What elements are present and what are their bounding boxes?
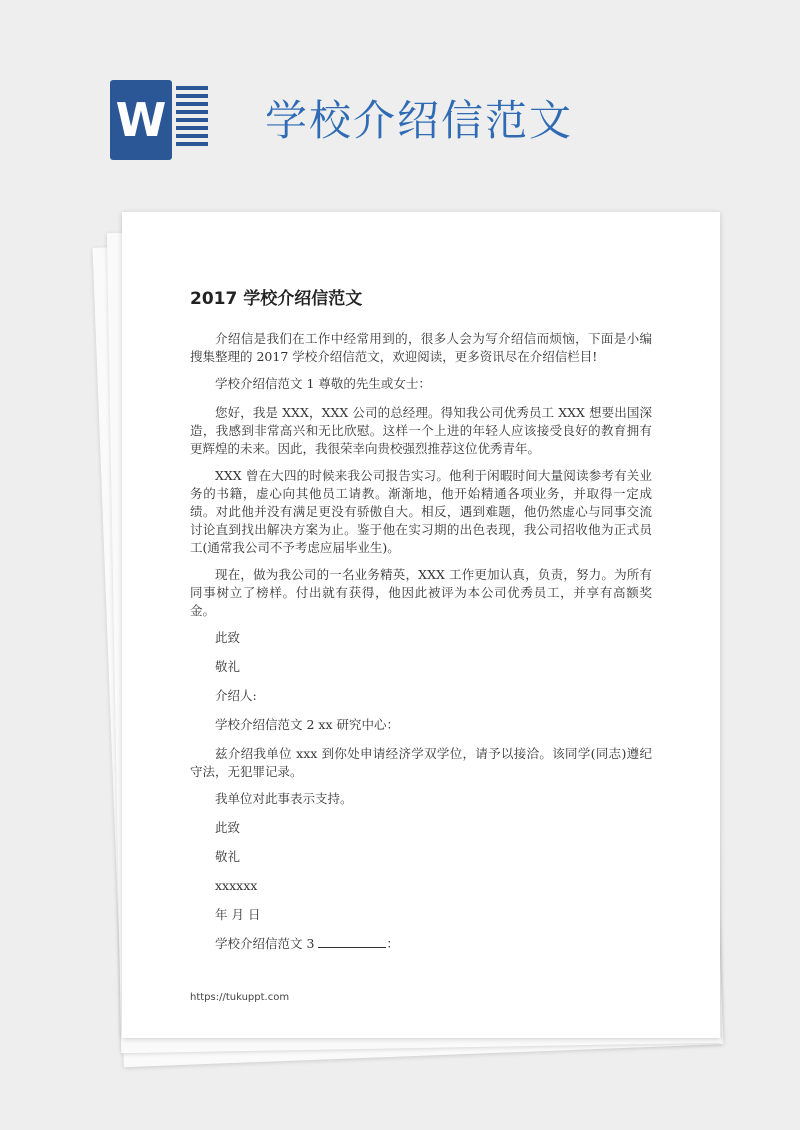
paragraph-closing-1: 此致 bbox=[215, 630, 241, 645]
paragraph-date: 年 月 日 bbox=[215, 907, 261, 922]
paragraph-regards-2: 敬礼 bbox=[215, 849, 241, 864]
footer-url: https://tukuppt.com bbox=[190, 992, 290, 1003]
paragraph-signature: xxxxxx bbox=[215, 878, 258, 893]
document-page bbox=[122, 212, 720, 1038]
blank-underline bbox=[318, 935, 386, 948]
word-logo-box: W bbox=[110, 80, 172, 160]
word-document-icon bbox=[110, 80, 210, 160]
paragraph-salutation-1: 学校介绍信范文 1 尊敬的先生或女士： bbox=[215, 376, 431, 391]
paragraph-body-4: 兹介绍我单位 xxx 到你处申请经济学双学位，请予以接洽。该同学(同志)遵纪守法，无犯罪记录。 bbox=[190, 746, 652, 779]
word-lines-icon bbox=[176, 86, 208, 154]
document-body bbox=[190, 330, 652, 964]
paragraph-support: 我单位对此事表示支持。 bbox=[215, 791, 353, 806]
paragraph-regards-1: 敬礼 bbox=[215, 659, 241, 674]
header-banner bbox=[0, 0, 800, 200]
salutation-3-suffix: ： bbox=[386, 936, 399, 951]
salutation-3-prefix: 学校介绍信范文 3 bbox=[215, 936, 315, 951]
paragraph-intro: 介绍信是我们在工作中经常用到的，很多人会为写介绍信而烦恼，下面是小编搜集整理的 2017 学校介绍信范文，欢迎阅读，更多资讯尽在介绍信栏目! bbox=[190, 331, 652, 364]
paragraph-introducer: 介绍人: bbox=[215, 688, 257, 703]
paragraph-body-1: 您好，我是 XXX，XXX 公司的总经理。得知我公司优秀员工 XXX 想要出国深造，我感到非常高兴和无比欣慰。这样一个上进的年轻人应该接受良好的教育拥有更辉煌的未来。因此，我很荣幸向贵校强烈推荐这位优秀青年。 bbox=[190, 405, 652, 456]
paragraph-salutation-2: 学校介绍信范文 2 xx 研究中心： bbox=[215, 717, 399, 732]
paragraph-closing-2: 此致 bbox=[215, 820, 241, 835]
paragraph-body-2: XXX 曾在大四的时候来我公司报告实习。他利于闲暇时间大量阅读参考有关业务的书籍，虚心向其他员工请教。渐渐地，他开始精通各项业务，并取得一定成绩。对此他并没有满足更没有骄傲自大。相反，遇到难题，他仍然虚心与同事交流讨论直到找出解决方案为止。鉴于他在实习期的出色表现，我公司招收他为正式员工(通常我公司不予考虑应届毕业生)。 bbox=[190, 468, 652, 555]
header-title: 学校介绍信范文 bbox=[265, 96, 574, 145]
document-title: 2017 学校介绍信范文 bbox=[190, 289, 363, 309]
paragraph-body-3: 现在，做为我公司的一名业务精英，XXX 工作更加认真，负责，努力。为所有同事树立了榜样。付出就有获得，他因此被评为本公司优秀员工，并享有高额奖金。 bbox=[190, 567, 652, 618]
paragraph-salutation-3 bbox=[190, 935, 652, 953]
